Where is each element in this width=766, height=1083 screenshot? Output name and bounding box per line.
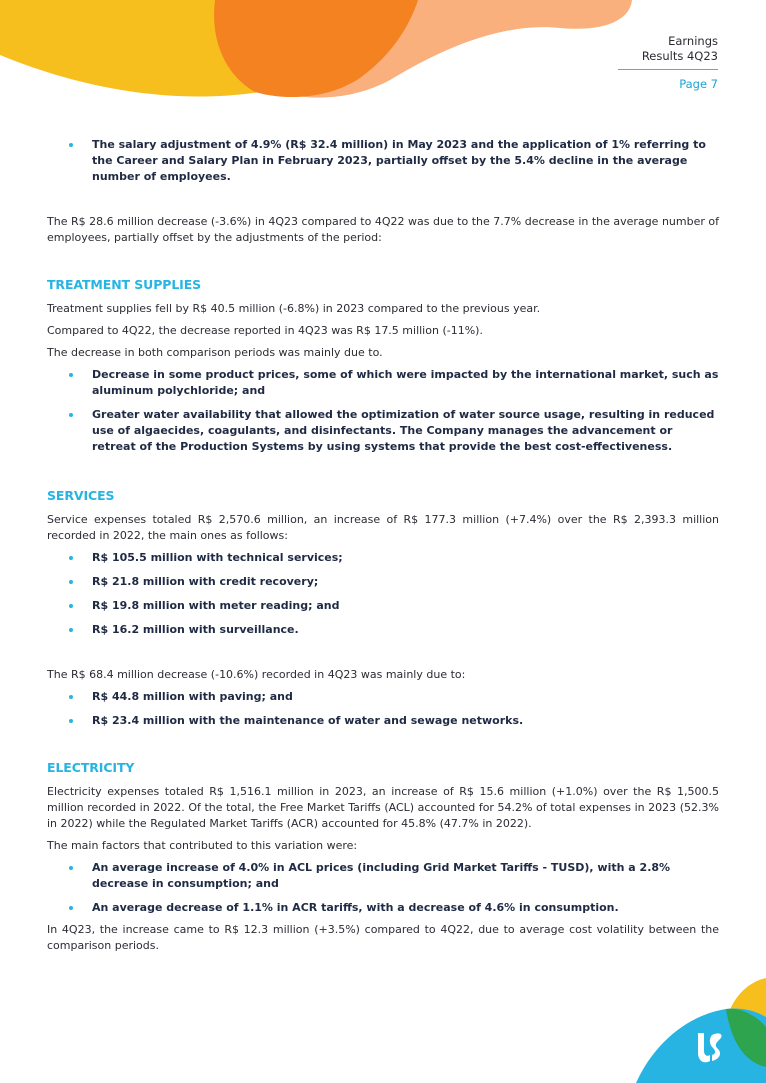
list-item-text: An average increase of 4.0% in ACL prices (including Grid Market Tariffs - TUSD), with a 2.8% decrease in consumption; and	[92, 861, 671, 890]
list-item-text: R$ 16.2 million with surveillance.	[92, 623, 299, 636]
paragraph: Compared to 4Q22, the decrease reported in 4Q23 was R$ 17.5 million (-11%).	[47, 324, 483, 337]
paragraph: Treatment supplies fell by R$ 40.5 million (-6.8%) in 2023 compared to the previous year.	[47, 302, 541, 315]
bullet-icon	[69, 604, 73, 608]
list-item	[47, 137, 719, 185]
header-title-line1: Earnings	[668, 34, 718, 48]
section-heading-treatment-supplies: TREATMENT SUPPLIES	[47, 277, 202, 292]
bullet-icon	[69, 373, 73, 377]
list-item-text: The salary adjustment of 4.9% (R$ 32.4 million) in May 2023 and the application of 1% referring to the Career and Salary Plan in February 2023, partially offset by the 5.4% decline in the average number of employees.	[92, 138, 706, 183]
paragraph: The decrease in both comparison periods was mainly due to.	[47, 346, 383, 359]
section-heading-electricity: ELECTRICITY	[47, 760, 135, 775]
page-number: Page 7	[679, 77, 718, 91]
electricity-bullet-list	[47, 860, 719, 916]
list-item	[47, 598, 719, 614]
treatment-bullet-list	[47, 367, 719, 455]
list-item-text: R$ 105.5 million with technical services;	[92, 551, 343, 564]
list-item-text: R$ 19.8 million with meter reading; and	[92, 599, 340, 612]
bullet-icon	[69, 695, 73, 699]
list-item-text: R$ 44.8 million with paving; and	[92, 690, 293, 703]
list-item	[47, 367, 719, 399]
paragraph: Electricity expenses totaled R$ 1,516.1 million in 2023, an increase of R$ 15.6 million (+1.0%) over the R$ 1,500.5 million recorded in 2022. Of the total, the Free Market Tariffs (ACL) accounted for 54.2% of total expenses in 2023 (52.3% in 2022) while the Regulated Market Tariffs (ACR) accounted for 45.8% (47.7% in 2022).	[47, 785, 719, 830]
services-bullet-list	[47, 550, 719, 638]
list-item-text: R$ 21.8 million with credit recovery;	[92, 575, 319, 588]
list-item-text: Greater water availability that allowed the optimization of water source usage, resulting in reduced use of algaecides, coagulants, and disinfectants. The Company manages the advancement or retreat of the Production Systems by using systems that provide the best cost-effectiveness.	[92, 408, 715, 453]
list-item-text: An average decrease of 1.1% in ACR tariffs, with a decrease of 4.6% in consumption.	[92, 901, 619, 914]
paragraph: Service expenses totaled R$ 2,570.6 million, an increase of R$ 177.3 million (+7.4%) over the R$ 2,393.3 million recorded in 2022, the main ones as follows:	[47, 513, 719, 542]
list-item-text: R$ 23.4 million with the maintenance of water and sewage networks.	[92, 714, 524, 727]
list-item	[47, 900, 719, 916]
list-item	[47, 689, 719, 705]
bullet-icon	[69, 719, 73, 723]
bullet-icon	[69, 628, 73, 632]
list-item-text: Decrease in some product prices, some of which were impacted by the international market, such as aluminum polychloride; and	[92, 368, 719, 397]
bullet-icon	[69, 580, 73, 584]
main-content	[47, 137, 719, 954]
header-divider	[618, 69, 718, 70]
paragraph: The R$ 68.4 million decrease (-10.6%) recorded in 4Q23 was mainly due to:	[47, 668, 466, 681]
intro-bullet-list	[47, 137, 719, 185]
list-item	[47, 860, 719, 892]
intro-paragraph: The R$ 28.6 million decrease (-3.6%) in 4Q23 compared to 4Q22 was due to the 7.7% decrease in the average number of employees, partially offset by the adjustments of the period:	[47, 215, 719, 244]
bullet-icon	[69, 413, 73, 417]
bullet-icon	[69, 143, 73, 147]
list-item	[47, 622, 719, 638]
list-item	[47, 550, 719, 566]
page-header	[641, 34, 718, 91]
services-decrease-bullet-list	[47, 689, 719, 729]
bullet-icon	[69, 556, 73, 560]
list-item	[47, 574, 719, 590]
paragraph: In 4Q23, the increase came to R$ 12.3 million (+3.5%) compared to 4Q22, due to average cost volatility between the comparison periods.	[47, 923, 719, 952]
orange-wave	[214, 0, 418, 97]
section-heading-services: SERVICES	[47, 488, 115, 503]
bullet-icon	[69, 906, 73, 910]
list-item	[47, 713, 719, 729]
paragraph: The main factors that contributed to this variation were:	[47, 839, 358, 852]
list-item	[47, 407, 719, 455]
bullet-icon	[69, 866, 73, 870]
footer-corner-decoration	[636, 975, 766, 1083]
header-title-line2: Results 4Q23	[641, 49, 718, 63]
